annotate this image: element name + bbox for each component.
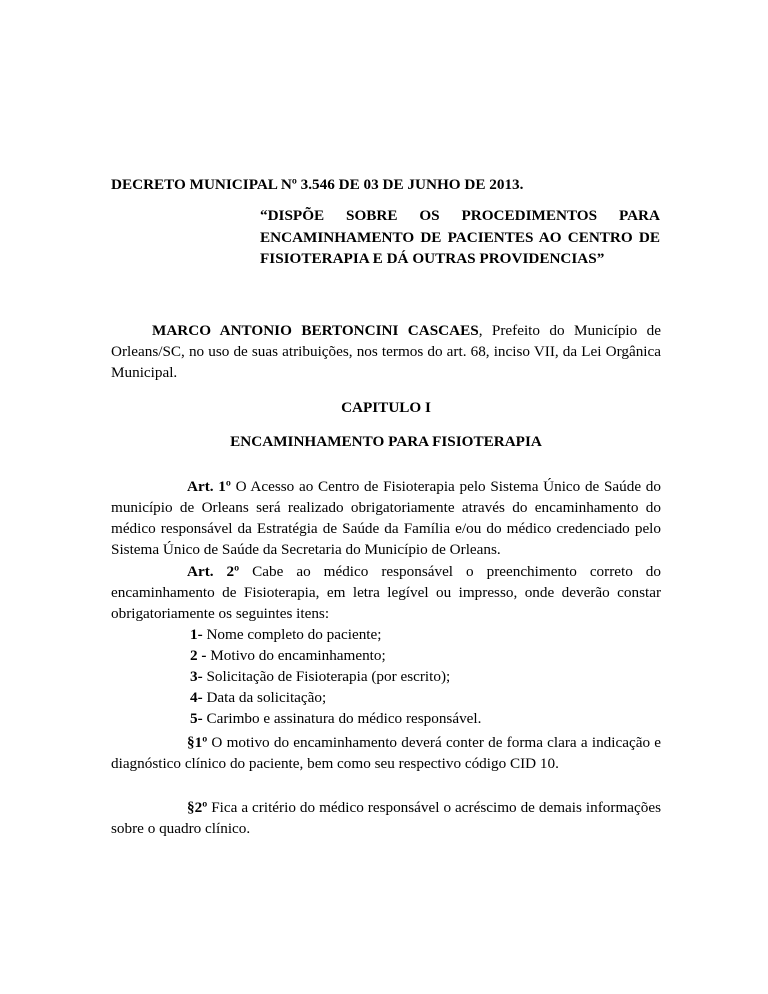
list-item: [190, 645, 650, 666]
article-1-label: Art. 1º: [187, 478, 231, 495]
chapter-subtitle: ENCAMINHAMENTO PARA FISIOTERAPIA: [230, 433, 542, 450]
list-item-number: 3-: [190, 668, 203, 685]
list-item-number: 1-: [190, 626, 203, 643]
article-2-label: Art. 2º: [187, 563, 240, 580]
paragraph-2-label: §2º: [187, 799, 208, 816]
list-item-text: Data da solicitação;: [202, 689, 327, 706]
preamble-paragraph: [111, 320, 661, 383]
mayor-name: MARCO ANTONIO BERTONCINI CASCAES: [152, 322, 479, 339]
paragraph-1-label: §1º: [187, 734, 208, 751]
list-item: [190, 666, 650, 687]
list-item-number: 2 -: [190, 647, 207, 664]
chapter-title: CAPITULO I: [341, 399, 431, 416]
list-item: [190, 687, 650, 708]
article-1-text: O Acesso ao Centro de Fisioterapia pelo Sistema Único de Saúde do município de Orleans será realizado obrigatoriamente através do encaminhamento do médico responsável da Estratégia de Saúde da Família e/ou do médico credenciado pelo Sistema Único de Saúde da Secretaria do Município de Orleans.: [111, 478, 661, 558]
decree-title: DECRETO MUNICIPAL Nº 3.546 DE 03 DE JUNHO DE 2013.: [111, 176, 524, 193]
list-item-number: 5-: [190, 710, 203, 727]
list-item: [190, 708, 650, 729]
paragraph-2: [111, 797, 661, 839]
article-2: [111, 561, 661, 624]
decree-summary: “DISPÕE SOBRE OS PROCEDIMENTOS PARA ENCAMINHAMENTO DE PACIENTES AO CENTRO DE FISIOTERAPIA E DÁ OUTRAS PROVIDENCIAS”: [260, 207, 660, 267]
article-1: [111, 476, 661, 560]
list-item: [190, 624, 650, 645]
paragraph-1-text: O motivo do encaminhamento deverá conter de forma clara a indicação e diagnóstico clínico do paciente, bem como seu respectivo código CID 10.: [111, 734, 661, 772]
list-item-number: 4-: [190, 689, 203, 706]
list-item-text: Solicitação de Fisioterapia (por escrito);: [202, 668, 451, 685]
preamble-text: , Prefeito do Município de Orleans/SC, no uso de suas atribuições, nos termos do art. 68, inciso VII, da Lei Orgânica Municipal.: [111, 322, 661, 381]
paragraph-2-text: Fica a critério do médico responsável o acréscimo de demais informações sobre o quadro clínico.: [111, 799, 661, 837]
list-item-text: Carimbo e assinatura do médico responsável.: [202, 710, 482, 727]
list-item-text: Nome completo do paciente;: [202, 626, 382, 643]
paragraph-1: [111, 732, 661, 774]
required-items-list: [190, 624, 650, 729]
list-item-text: Motivo do encaminhamento;: [206, 647, 386, 664]
article-2-text: Cabe ao médico responsável o preenchimento correto do encaminhamento de Fisioterapia, em letra legível ou impresso, onde deverão constar obrigatoriamente os seguintes itens:: [111, 563, 661, 622]
